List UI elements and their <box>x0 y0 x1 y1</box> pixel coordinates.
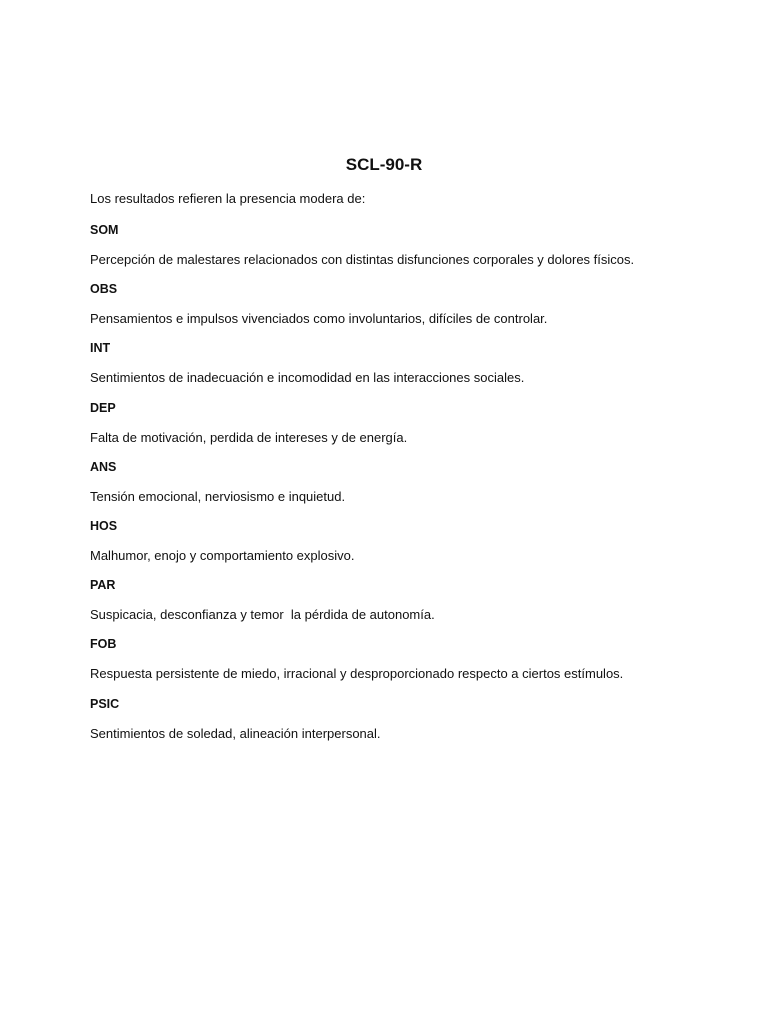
scale-section <box>90 399 710 458</box>
scale-section <box>90 635 710 694</box>
scale-section <box>90 280 710 339</box>
document-title: SCL-90-R <box>345 155 423 174</box>
scale-code: FOB <box>90 637 117 652</box>
intro-text: Los resultados refieren la presencia modera de: <box>90 191 366 206</box>
scale-description: Respuesta persistente de miedo, irracional y desproporcionado respecto a ciertos estímulos. <box>90 666 624 682</box>
scale-description: Sentimientos de inadecuación e incomodidad en las interacciones sociales. <box>90 370 525 386</box>
scale-list <box>90 221 710 754</box>
scale-description: Percepción de malestares relacionados con distintas disfunciones corporales y dolores físicos. <box>90 252 635 267</box>
scale-code: OBS <box>90 282 118 297</box>
scale-code: PSIC <box>90 696 120 711</box>
scale-description: Malhumor, enojo y comportamiento explosivo. <box>90 547 355 563</box>
scale-section <box>90 339 710 398</box>
scale-code: DEP <box>90 400 116 415</box>
scale-description: Suspicacia, desconfianza y temor la pérdida de autonomía. <box>90 607 435 623</box>
scale-section <box>90 221 710 280</box>
scale-description: Falta de motivación, perdida de intereses y de energía. <box>90 429 408 445</box>
scale-section <box>90 458 710 517</box>
scale-section <box>90 695 710 754</box>
scale-code: SOM <box>90 223 119 237</box>
scale-code: ANS <box>90 459 117 474</box>
scale-description: Tensión emocional, nerviosismo e inquietud. <box>90 488 346 504</box>
scale-code: HOS <box>90 518 118 533</box>
scale-section <box>90 576 710 635</box>
scale-description: Sentimientos de soledad, alineación interpersonal. <box>90 725 381 741</box>
scale-section <box>90 517 710 576</box>
scale-code: PAR <box>90 578 116 593</box>
scale-code: INT <box>90 341 111 356</box>
scale-description: Pensamientos e impulsos vivenciados como involuntarios, difíciles de controlar. <box>90 311 548 327</box>
